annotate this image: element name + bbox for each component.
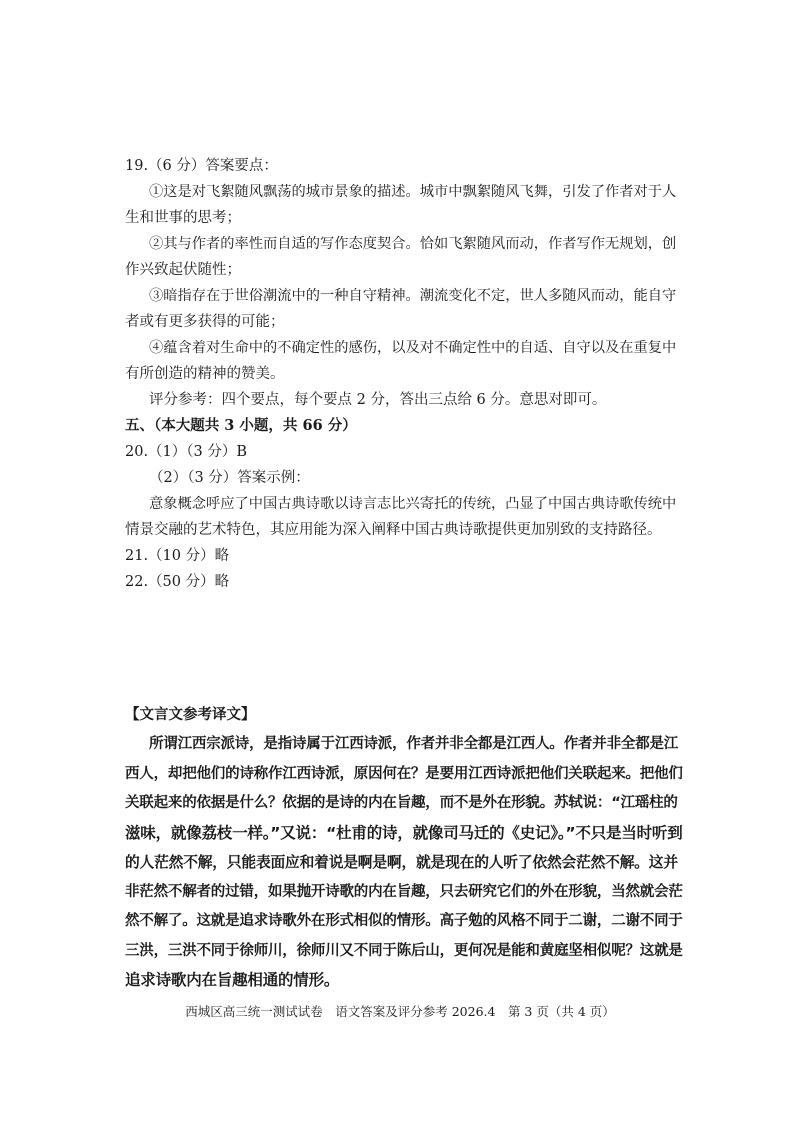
q20-answer-line-1: 意象概念呼应了中国古典诗歌以诗言志比兴寄托的传统，凸显了中国古典诗歌传统中 [149,496,677,512]
q20-part-2-header: （2）（3 分）答案示例： [149,470,310,486]
translation-line: 关联起来的依据是什么？依据的是诗的内在旨趣，而不是外在形貌。苏轼说：“江瑶柱的 [125,795,678,811]
page-footer: 西城区高三统一测试试卷 语文答案及评分参考 2026.4 第 3 页（共 4 页） [185,1004,615,1019]
translation-line: 西人，却把他们的诗称作江西诗派，原因何在？是要用江西诗派把他们关联起来。把他们 [125,765,683,782]
q19-scoring-note: 评分参考：四个要点，每个要点 2 分，答出三点给 6 分。意思对即可。 [149,392,607,408]
translation-line: 所谓江西宗派诗，是指诗属于江西诗派，作者并非全都是江西人。作者并非全都是江 [149,736,679,752]
q19-point-4-line-2: 有所创造的精神的赞美。 [125,366,285,382]
q20-part-1: 20.（1）（3 分）B [125,444,248,460]
translation-line: 滋味，就像荔枝一样。”又说：“杜甫的诗，就像司马迁的《史记》。”不只是当时听到 [125,823,683,842]
translation-title: 【文言文参考译文】 [125,707,256,723]
q19-point-1-line-2: 生和世事的思考； [125,210,241,226]
translation-line: 三洪，三洪不同于徐师川，徐师川又不同于陈后山，更何况是能和黄庭坚相似呢？这就是 [125,942,683,959]
q21-answer: 21.（10 分）略 [125,548,230,564]
q19-point-4-line-1: ④蕴含着对生命中的不确定性的感伤，以及对不确定性中的自适、自守以及在重复中 [149,340,677,356]
q22-answer: 22.（50 分）略 [125,574,230,590]
translation-line: 非茫然不解者的过错，如果抛开诗歌的内在旨趣，只去研究它们的外在形貌，当然就会茫 [125,883,683,900]
q20-answer-line-2: 情景交融的艺术特色，其应用能为深入阐释中国古典诗歌提供更加别致的支持路径。 [125,522,662,538]
translation-section [125,700,685,996]
translation-line: 然不解了。这就是追求诗歌外在形式相似的情形。高子勉的风格不同于二谢，二谢不同于 [125,913,683,929]
q19-point-2-line-1: ②其与作者的率性而自适的写作态度契合。恰如飞絮随风而动，作者写作无规划，创 [149,236,677,252]
q19-header: 19.（6 分）答案要点： [125,158,278,174]
translation-line: 追求诗歌内在旨趣相通的情形。 [125,971,340,989]
q19-point-1-line-1: ①这是对飞絮随风飘荡的城市景象的描述。城市中飘絮随风飞舞，引发了作者对于人 [149,184,677,200]
section-5-heading: 五、（本大题共 3 小题，共 66 分） [125,417,357,434]
translation-line: 的人茫然不解，只能表面应和着说是啊是啊，就是现在的人听了依然会茫然不解。这并 [125,854,678,871]
answer-section [125,153,685,595]
q19-point-3-line-2: 者或有更多获得的可能； [125,314,285,330]
q19-point-3-line-1: ③暗指存在于世俗潮流中的一种自守精神。潮流变化不定，世人多随风而动，能自守 [149,288,677,304]
q19-point-2-line-2: 作兴致起伏随性； [125,262,241,278]
